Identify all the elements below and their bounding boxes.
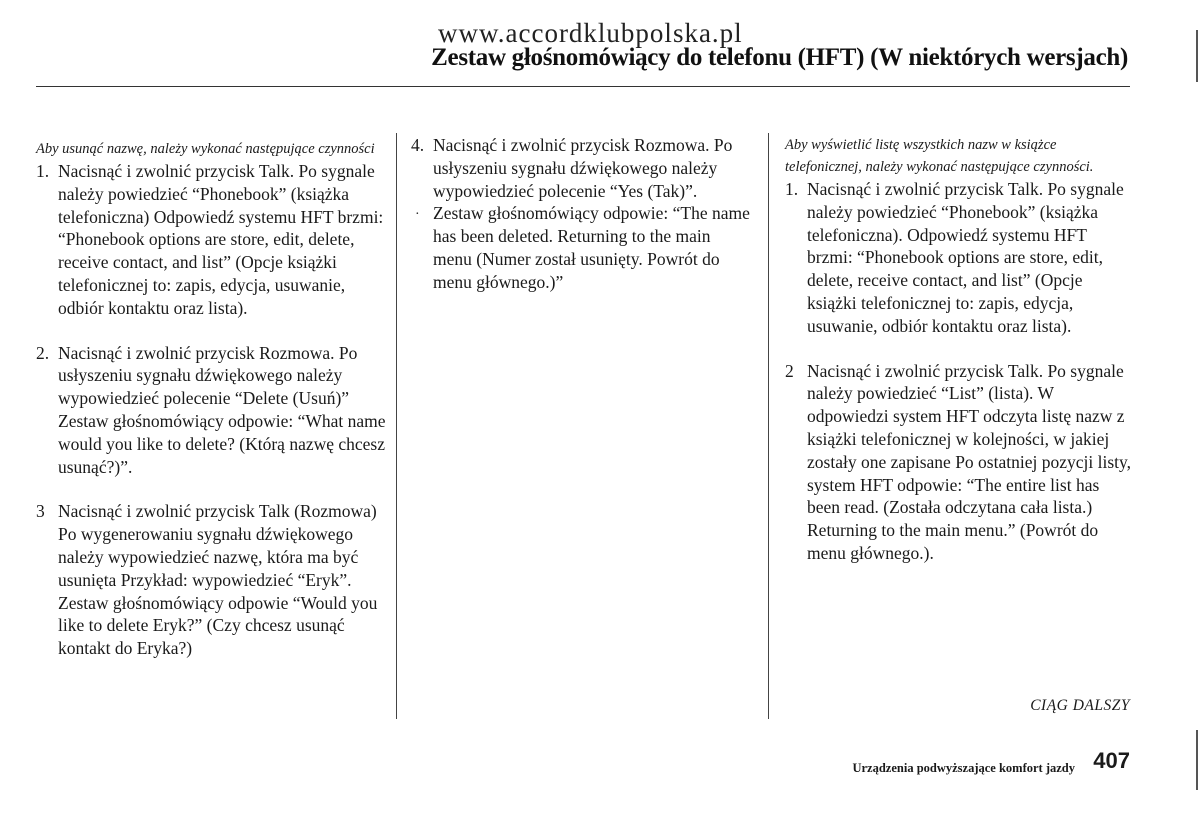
steps-list [36, 160, 388, 660]
step-item [36, 342, 388, 479]
page-number: 407 [1093, 748, 1130, 773]
step-item [36, 160, 388, 320]
step-item [36, 500, 388, 660]
step-text: Nacisnąć i zwolnić przycisk Talk (Rozmowa) Po wygenerowaniu sygnału dźwiękowego należy wypowiedzieć nazwę, która ma być usunięta Przykład: wypowiedzieć “Eryk”. Zestaw głośnomówiący odpowie “Would you like to delete Eryk?” (Czy chcesz usunąć kontakt do Eryka?) [58, 501, 378, 659]
edge-tab-mark [1196, 730, 1198, 790]
response-text: Zestaw głośnomówiący odpowie: “The name has been deleted. Returning to the main menu (Numer został usunięty. Powrót do menu głównego.)” [433, 203, 750, 292]
footer-section-title: Urządzenia podwyższające komfort jazdy [852, 761, 1075, 775]
bullet-icon: · [415, 207, 420, 223]
step-text: Nacisnąć i zwolnić przycisk Talk. Po sygnale należy powiedzieć “Phonebook” (książka telefoniczna). Odpowiedź systemu HFT brzmi: “Phonebook options are store, edit, delete, receive contact, and list” (Opcje książki telefonicznej to: zapis, edycja, usuwanie, odbiór kontaktu oraz lista). [807, 179, 1124, 336]
edge-tab-mark [1196, 30, 1198, 82]
step-number: 4. [411, 135, 425, 155]
step-text: Nacisnąć i zwolnić przycisk Rozmowa. Po usłyszeniu sygnału dźwiękowego należy wypowiedzieć polecenie “Delete (Usuń)” Zestaw głośnomówiący odpowie: “What name would you like to delete? (Którą nazwę chcesz usunąć?)”. [58, 342, 386, 477]
step-number: 1. [785, 179, 799, 199]
step-item [411, 134, 753, 202]
response-item [411, 202, 753, 293]
intro-text: Aby wyświetlić listę wszystkich nazw w książce telefonicznej, należy wykonać następujące czynności. [785, 137, 1094, 175]
column-list-names [785, 134, 1135, 565]
continued-label: CIĄG DALSZY [1030, 697, 1130, 714]
column-delete-name-continued [411, 134, 753, 294]
column-divider [768, 133, 769, 719]
column-delete-name [36, 138, 388, 660]
step-number: 1. [36, 161, 50, 181]
step-number: 2. [36, 342, 50, 363]
step-item [785, 178, 1135, 338]
step-number: 3 [36, 501, 45, 522]
step-text: Nacisnąć i zwolnić przycisk Talk. Po sygnale należy powiedzieć “List” (lista). W odpowiedzi system HFT odczyta listę nazw z książki telefonicznej w kolejności, w jakiej zostały one zapisane Po ostatniej pozycji listy, system HFT odpowie: “The entire list has been read. (Została odczytana cała lista.) Returning to the main menu.” (Powrót do menu głównego.). [807, 360, 1131, 563]
page-title: Zestaw głośnomówiący do telefonu (HFT) (W niektórych wersjach) [431, 44, 1128, 71]
column-divider [396, 133, 397, 719]
site-url: www.accordklubpolska.pl [438, 18, 743, 48]
steps-list [785, 178, 1135, 565]
step-text: Nacisnąć i zwolnić przycisk Rozmowa. Po usłyszeniu sygnału dźwiękowego należy wypowiedzieć polecenie “Yes (Tak)”. [433, 135, 733, 201]
intro-text: Aby usunąć nazwę, należy wykonać następujące czynności [36, 141, 375, 157]
header-divider [36, 86, 1130, 87]
step-number: 2 [785, 360, 794, 381]
step-text: Nacisnąć i zwolnić przycisk Talk. Po sygnale należy powiedzieć “Phonebook” (książka telefoniczna) Odpowiedź systemu HFT brzmi: “Phonebook options are store, edit, delete, receive contact, and list” (Opcje książki telefonicznej to: zapis, edycja, usuwanie, odbiór kontaktu oraz lista). [58, 161, 384, 318]
steps-list [411, 134, 753, 294]
step-item [785, 360, 1135, 565]
